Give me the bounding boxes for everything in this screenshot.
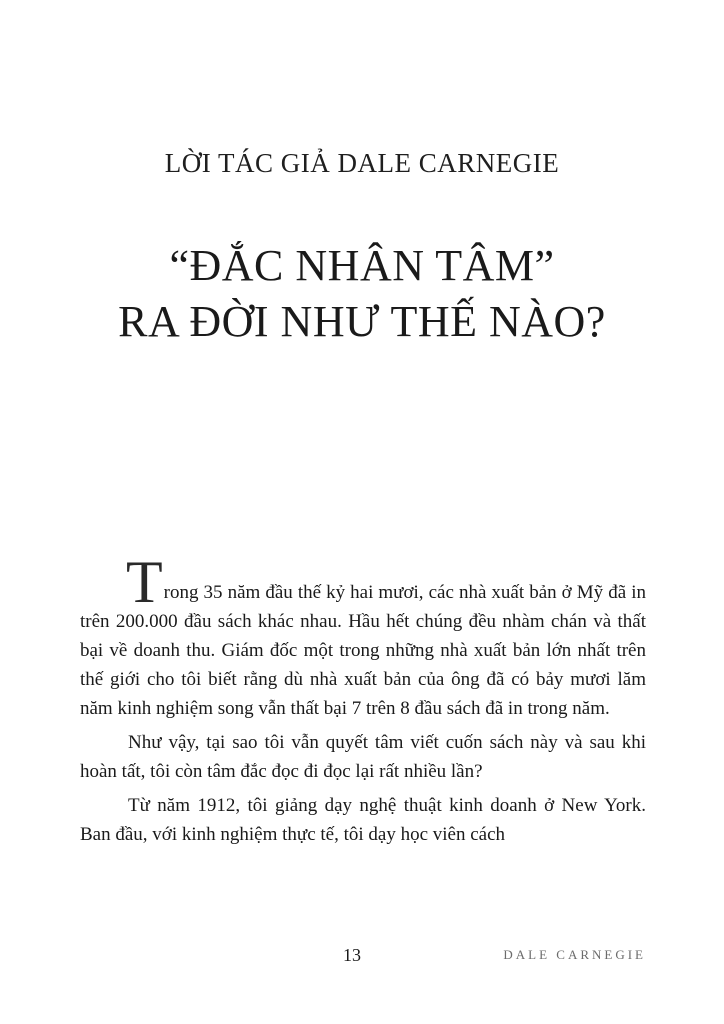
body-text <box>80 549 646 854</box>
drop-cap: T <box>126 549 163 615</box>
chapter-title-line-2: RA ĐỜI NHƯ THẾ NÀO? <box>118 297 606 346</box>
page-number: 13 <box>343 945 361 965</box>
running-head: DALE CARNEGIE <box>503 947 646 962</box>
paragraph-2: Như vậy, tại sao tôi vẫn quyết tâm viết cuốn sách này và sau khi hoàn tất, tôi còn tâm đắc đọc đi đọc lại rất nhiều lần? <box>80 732 646 782</box>
chapter-title <box>0 238 724 350</box>
paragraph-3: Từ năm 1912, tôi giảng dạy nghệ thuật kinh doanh ở New York. Ban đầu, với kinh nghiệm thực tế, tôi dạy học viên cách <box>80 795 646 845</box>
chapter-kicker: LỜI TÁC GIẢ DALE CARNEGIE <box>164 148 560 178</box>
page-footer <box>0 945 724 969</box>
paragraph-1-text: rong 35 năm đầu thế kỷ hai mươi, các nhà xuất bản ở Mỹ đã in trên 200.000 đầu sách khác nhau. Hầu hết chúng đều nhàm chán và thất bại về doanh thu. Giám đốc một trong những nhà xuất bản lớn nhất trên thế giới cho tôi biết rằng dù nhà xuất bản của ông đã có bảy mươi lăm năm kinh nghiệm song vẫn thất bại 7 trên 8 đầu sách đã in trong năm. <box>80 582 646 719</box>
paragraph-1 <box>80 549 646 723</box>
chapter-title-line-1: “ĐẮC NHÂN TÂM” <box>169 241 555 290</box>
